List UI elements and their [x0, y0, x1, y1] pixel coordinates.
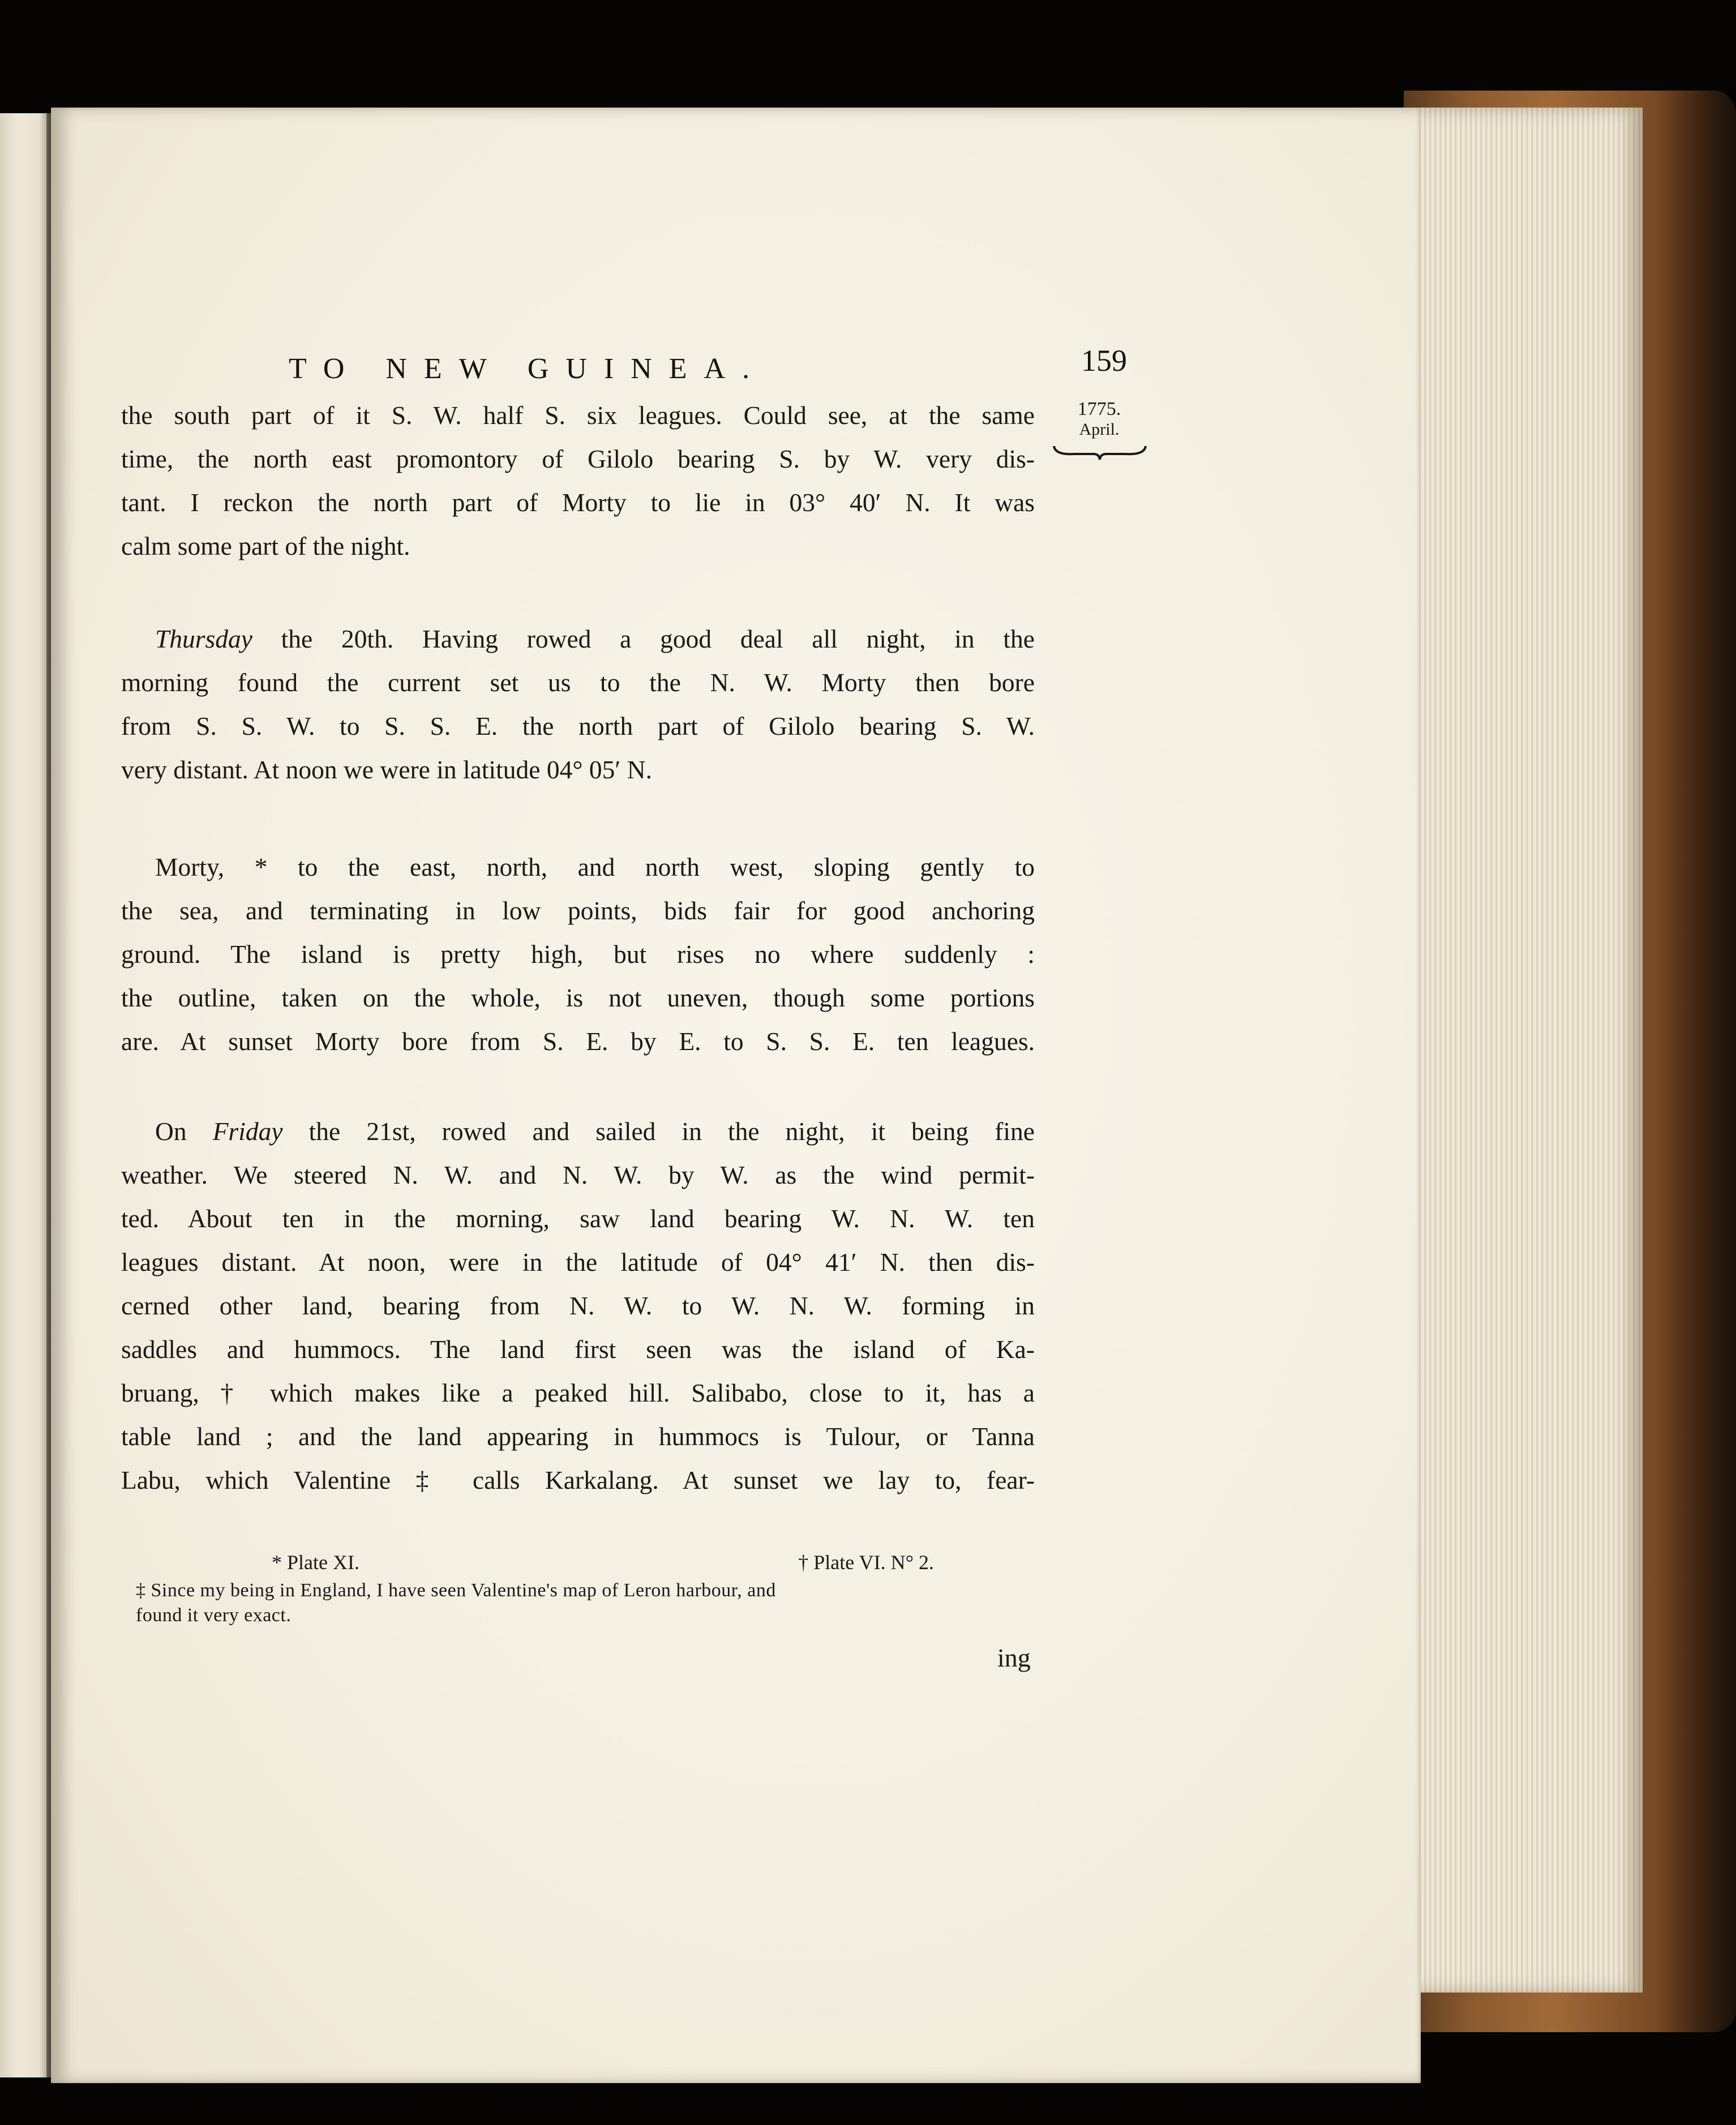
- text-line: cerned other land, bearing from N. W. to W. N. W. forming in: [121, 1291, 1035, 1320]
- text-line: Morty, * to the east, north, and north west, sloping gently to: [155, 852, 1035, 881]
- text-line: leagues distant. At noon, were in the latitude of 04° 41′ N. then dis-: [121, 1248, 1035, 1276]
- paragraph-4: [121, 1109, 1035, 1502]
- text-line: table land ; and the land appearing in hummocs is Tulour, or Tanna: [121, 1422, 1035, 1451]
- text-line: tant. I reckon the north part of Morty to lie in 03° 40′ N. It was: [121, 488, 1035, 517]
- text-line: morning found the current set us to the N. W. Morty then bore: [121, 668, 1035, 697]
- text-line: are. At sunset Morty bore from S. E. by E. to S. S. E. ten leagues.: [121, 1027, 1035, 1056]
- text-line: calm some part of the night.: [121, 532, 410, 560]
- text-run: On: [155, 1117, 213, 1146]
- footnote-valentine-line: ‡ Since my being in England, I have seen Valentine's map of Leron harbour, and: [136, 1580, 776, 1601]
- text-line: very distant. At noon we were in latitude 04° 05′ N.: [121, 755, 652, 784]
- previous-page-edge: [0, 113, 48, 2077]
- text-line: the outline, taken on the whole, is not uneven, though some portions: [121, 983, 1035, 1012]
- text-line: from S. S. W. to S. S. E. the north part of Gilolo bearing S. W.: [121, 712, 1035, 740]
- paragraph-2: [121, 617, 1035, 791]
- text-line: ground. The island is pretty high, but rises no where suddenly :: [121, 940, 1035, 969]
- text-run: the 20th. Having rowed a good deal all night, in the: [252, 624, 1035, 653]
- margin-year: 1775.: [1077, 399, 1121, 419]
- catchword: ing: [997, 1643, 1031, 1672]
- text-run: the 21st, rowed and sailed in the night, it being fine: [282, 1117, 1035, 1146]
- cover-shadow: [1658, 91, 1736, 2032]
- italic-day: Thursday: [155, 624, 252, 653]
- plate-footnotes: [136, 1550, 1041, 1575]
- footnote-valentine-line: found it very exact.: [136, 1605, 292, 1626]
- italic-day: Friday: [212, 1117, 283, 1146]
- margin-date-note: [1071, 399, 1128, 440]
- text-line: bruang, † which makes like a peaked hill. Salibabo, close to it, has a: [121, 1378, 1035, 1407]
- text-line: Labu, which Valentine ‡ calls Karkalang. At sunset we lay to, fear-: [121, 1466, 1035, 1494]
- text-line: weather. We steered N. W. and N. W. by W. as the wind permit-: [121, 1160, 1035, 1189]
- text-line: time, the north east promontory of Gilolo bearing S. by W. very dis-: [121, 444, 1035, 473]
- text-line: the south part of it S. W. half S. six leagues. Could see, at the same: [121, 401, 1035, 430]
- text-line: [121, 1109, 1035, 1153]
- paragraph-3: [121, 845, 1035, 1063]
- margin-brace-icon: [1052, 443, 1148, 462]
- page-edges-stack: [1415, 108, 1643, 1993]
- footnote-plate-vi: † Plate VI. N° 2.: [798, 1551, 934, 1574]
- footnote-plate-xi: * Plate XI.: [272, 1551, 359, 1574]
- margin-month: April.: [1079, 420, 1120, 439]
- page-number: 159: [1081, 344, 1127, 378]
- text-line: the sea, and terminating in low points, bids fair for good anchoring: [121, 896, 1035, 925]
- text-line: saddles and hummocs. The land first seen was the island of Ka-: [121, 1335, 1035, 1364]
- running-head: TO NEW GUINEA.: [289, 353, 767, 385]
- text-line: [121, 617, 1035, 661]
- footnotes: [136, 1550, 1041, 1628]
- paragraph-1: [121, 393, 1035, 568]
- text-line: ted. About ten in the morning, saw land bearing W. N. W. ten: [121, 1204, 1035, 1233]
